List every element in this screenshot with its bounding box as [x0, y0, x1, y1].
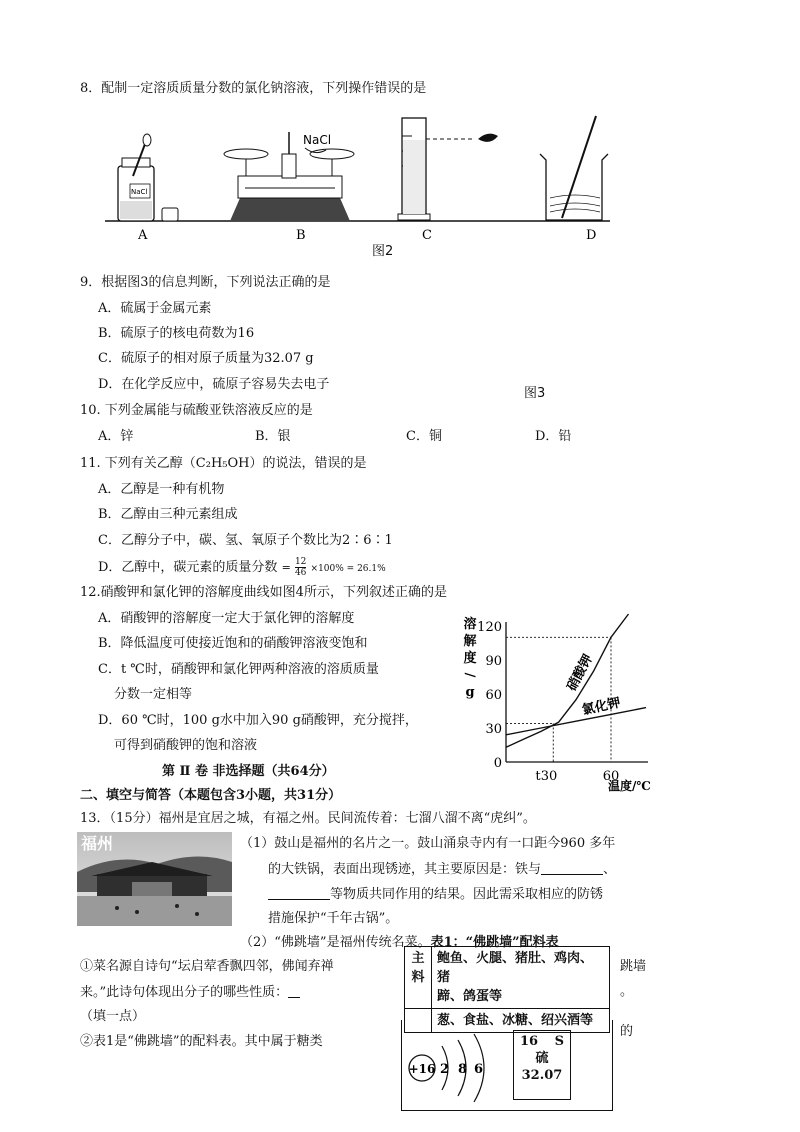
mass-fraction: [295, 557, 306, 578]
fuzhou-photo: [77, 832, 232, 926]
label-d: D: [586, 228, 597, 243]
solubility-chart: [458, 610, 668, 794]
table-1-title: 表1：“佛跳墙”配料表: [430, 935, 559, 950]
nucleus-label: +16: [408, 1062, 436, 1076]
q9-option-a: A．硫属于金属元素: [98, 301, 212, 316]
q11-option-c: C．乙醇分子中，碳、氢、氧原子个数比为2∶6∶1: [98, 533, 393, 548]
q13-sub1-line1: ①菜名源自诗句“坛启荤香飘四邻，佛闻弃禅: [80, 959, 334, 974]
table-head-cell: [405, 947, 432, 1009]
q13-sub2: ②表1是“佛跳墙”的配料表。其中属于糖类: [80, 1034, 323, 1049]
shell-2-electrons: 8: [458, 1062, 468, 1077]
answer-blank-2[interactable]: [268, 885, 330, 900]
kno3-label: 硝酸钾: [564, 652, 597, 694]
q13-sub1-line3: （填一点）: [80, 1009, 146, 1024]
q11-option-b: B．乙醇由三种元素组成: [98, 507, 238, 522]
q8-apparatus-figure: [100, 106, 620, 246]
q13-p1-line1: （1）鼓山是福州的名片之一。鼓山涌泉寺内有一口距今960 多年: [240, 836, 616, 851]
q11-stem: 11. 下列有关乙醇（C₂H₅OH）的说法，错误的是: [80, 456, 367, 471]
label-a: A: [138, 228, 148, 243]
x-axis-label: 温度/℃: [608, 779, 651, 793]
q10-option-b: B．银: [255, 429, 291, 444]
x-tick-label: t: [535, 769, 541, 784]
element-symbol: S: [554, 1034, 564, 1049]
kcl-label: 氯化钾: [580, 695, 622, 719]
head-char-2: 料: [411, 970, 425, 985]
q9-stem: 9．根据图3的信息判断，下列说法正确的是: [80, 275, 331, 290]
answer-blank-3[interactable]: [288, 983, 300, 998]
part2-title: 第 Ⅱ 卷 非选择题（共64分）: [162, 764, 335, 779]
fraction-denominator: 46: [294, 568, 307, 578]
q13-sub1-line2: [80, 983, 300, 1002]
q12-stem: 12.硝酸钾和氯化钾的溶解度曲线如图4所示，下列叙述正确的是: [80, 585, 447, 600]
label-b: B: [296, 228, 306, 243]
graduated-cylinder-icon: [398, 118, 498, 220]
q12-option-c-cont: 分数一定相等: [114, 687, 193, 702]
q10-option-c: C．铜: [406, 429, 442, 444]
q13-p1-line2-text: 的大铁锅，表面出现锈迹，其主要原因是：铁与: [268, 862, 542, 877]
q13-sub1-right-2: 。: [620, 984, 634, 999]
nacl-label: NaCl: [303, 133, 332, 147]
q13-p1-line2: [268, 860, 616, 879]
table-row: [405, 947, 610, 1009]
reagent-jar-icon: [118, 134, 178, 221]
q13-p1-line3: [268, 885, 603, 904]
shell-1-electrons: 2: [440, 1062, 450, 1077]
y-tick-label: 30: [485, 722, 502, 737]
q12-option-d: D．60 ℃时，100 g水中加入90 g硝酸钾，充分搅拌，: [98, 713, 418, 728]
x-tick-label: 60: [602, 769, 620, 784]
q13-p1-line3-text: 等物质共同作用的结果。因此需采取相应的防锈: [330, 887, 604, 902]
y-axis-label-char: /: [462, 672, 477, 678]
q12-option-d-cont: 可得到硝酸钾的饱和溶液: [114, 738, 258, 753]
q13-p2-text: （2）“佛跳墙”是福州传统名菜。: [240, 935, 431, 950]
eye-icon: [478, 134, 498, 142]
q9-option-b: B．硫原子的核电荷数为16: [98, 326, 255, 341]
sulfur-atom-diagram: [402, 1026, 522, 1106]
element-cell: [513, 1030, 571, 1100]
q10-option-a: A．锌: [98, 429, 134, 444]
q9-option-c: C．硫原子的相对原子质量为32.07 g: [98, 351, 314, 366]
section-title: 二、填空与简答（本题包含3小题，共31分）: [80, 788, 342, 803]
q13-sub1-right-1: 跳墙: [620, 959, 647, 974]
q12-option-c: C．t ℃时，硝酸钾和氯化钾两种溶液的溶质质量: [98, 662, 379, 677]
head-char-1: 主: [411, 951, 425, 966]
q11-option-d-text: D．乙醇中，碳元素的质量分数: [98, 560, 278, 575]
jar-label: NaCl: [131, 188, 148, 196]
q13-p1-sep: 、: [603, 862, 617, 877]
q12-option-a: A．硝酸钾的溶解度一定大于氯化钾的溶解度: [98, 611, 355, 626]
q13-sub1-line2-text: 来。”此诗句体现出分子的哪些性质：: [80, 985, 289, 1000]
answer-blank-1[interactable]: [541, 860, 603, 875]
shell-3-electrons: 6: [474, 1062, 484, 1077]
y-axis-label-char: g: [465, 685, 475, 700]
q13-p1-line4: 措施保护“千年古锅”。: [268, 911, 399, 926]
q10-option-d: D．铅: [535, 429, 572, 444]
q8-stem: 8．配制一定溶质质量分数的氯化钠溶液，下列操作错误的是: [80, 81, 427, 96]
main-line-1: 鲍鱼、火腿、猪肚、鸡肉、猪: [437, 951, 594, 985]
label-c: C: [422, 228, 432, 243]
main-line-2: 蹄、鸽蛋等: [437, 989, 503, 1004]
beaker-icon: [540, 116, 608, 220]
q13-intro: 13．（15分）福州是宜居之城，有福之州。民间流传着：七溜八溜不离“虎纠”。: [80, 811, 536, 826]
y-tick-label: 120: [477, 620, 502, 635]
q11-option-d: [98, 557, 386, 578]
q12-option-b: B．降低温度可使接近饱和的硝酸钾溶液变饱和: [98, 636, 368, 651]
q11-option-a: A．乙醇是一种有机物: [98, 482, 225, 497]
kcl-curve: [506, 708, 646, 735]
formula-tail: ×100% = 26.1%: [310, 564, 386, 574]
photo-caption: 福州: [81, 834, 114, 853]
table-aux-cell: 葱、食盐、冰糖、绍兴酒等: [432, 1009, 610, 1033]
balance-icon: [224, 132, 354, 221]
y-axis-label-char: 度: [463, 651, 477, 666]
table-main-cell: [432, 947, 610, 1009]
q9-option-d: D．在化学反应中，硫原子容易失去电子: [98, 377, 330, 392]
x-tick-label: 30: [540, 769, 558, 784]
y-tick-label: 0: [493, 756, 502, 771]
q13-sub2-right: 的: [620, 1024, 634, 1039]
element-name: 硫: [535, 1051, 549, 1066]
figure-3-caption: 图3: [524, 386, 546, 401]
y-axis-label-char: 解: [463, 634, 477, 649]
y-axis-label-char: 溶: [463, 617, 477, 632]
figure-2-caption: 图2: [372, 244, 394, 259]
fraction-numerator: 12: [294, 557, 307, 567]
element-top-row: [514, 1031, 570, 1050]
q10-stem: 10. 下列金属能与硫酸亚铁溶液反应的是: [80, 403, 313, 418]
formula-equals: =: [281, 561, 291, 574]
element-number: 16: [520, 1034, 539, 1049]
element-mass: 32.07: [521, 1068, 563, 1083]
y-tick-label: 60: [485, 688, 502, 703]
y-tick-label: 90: [485, 654, 502, 669]
